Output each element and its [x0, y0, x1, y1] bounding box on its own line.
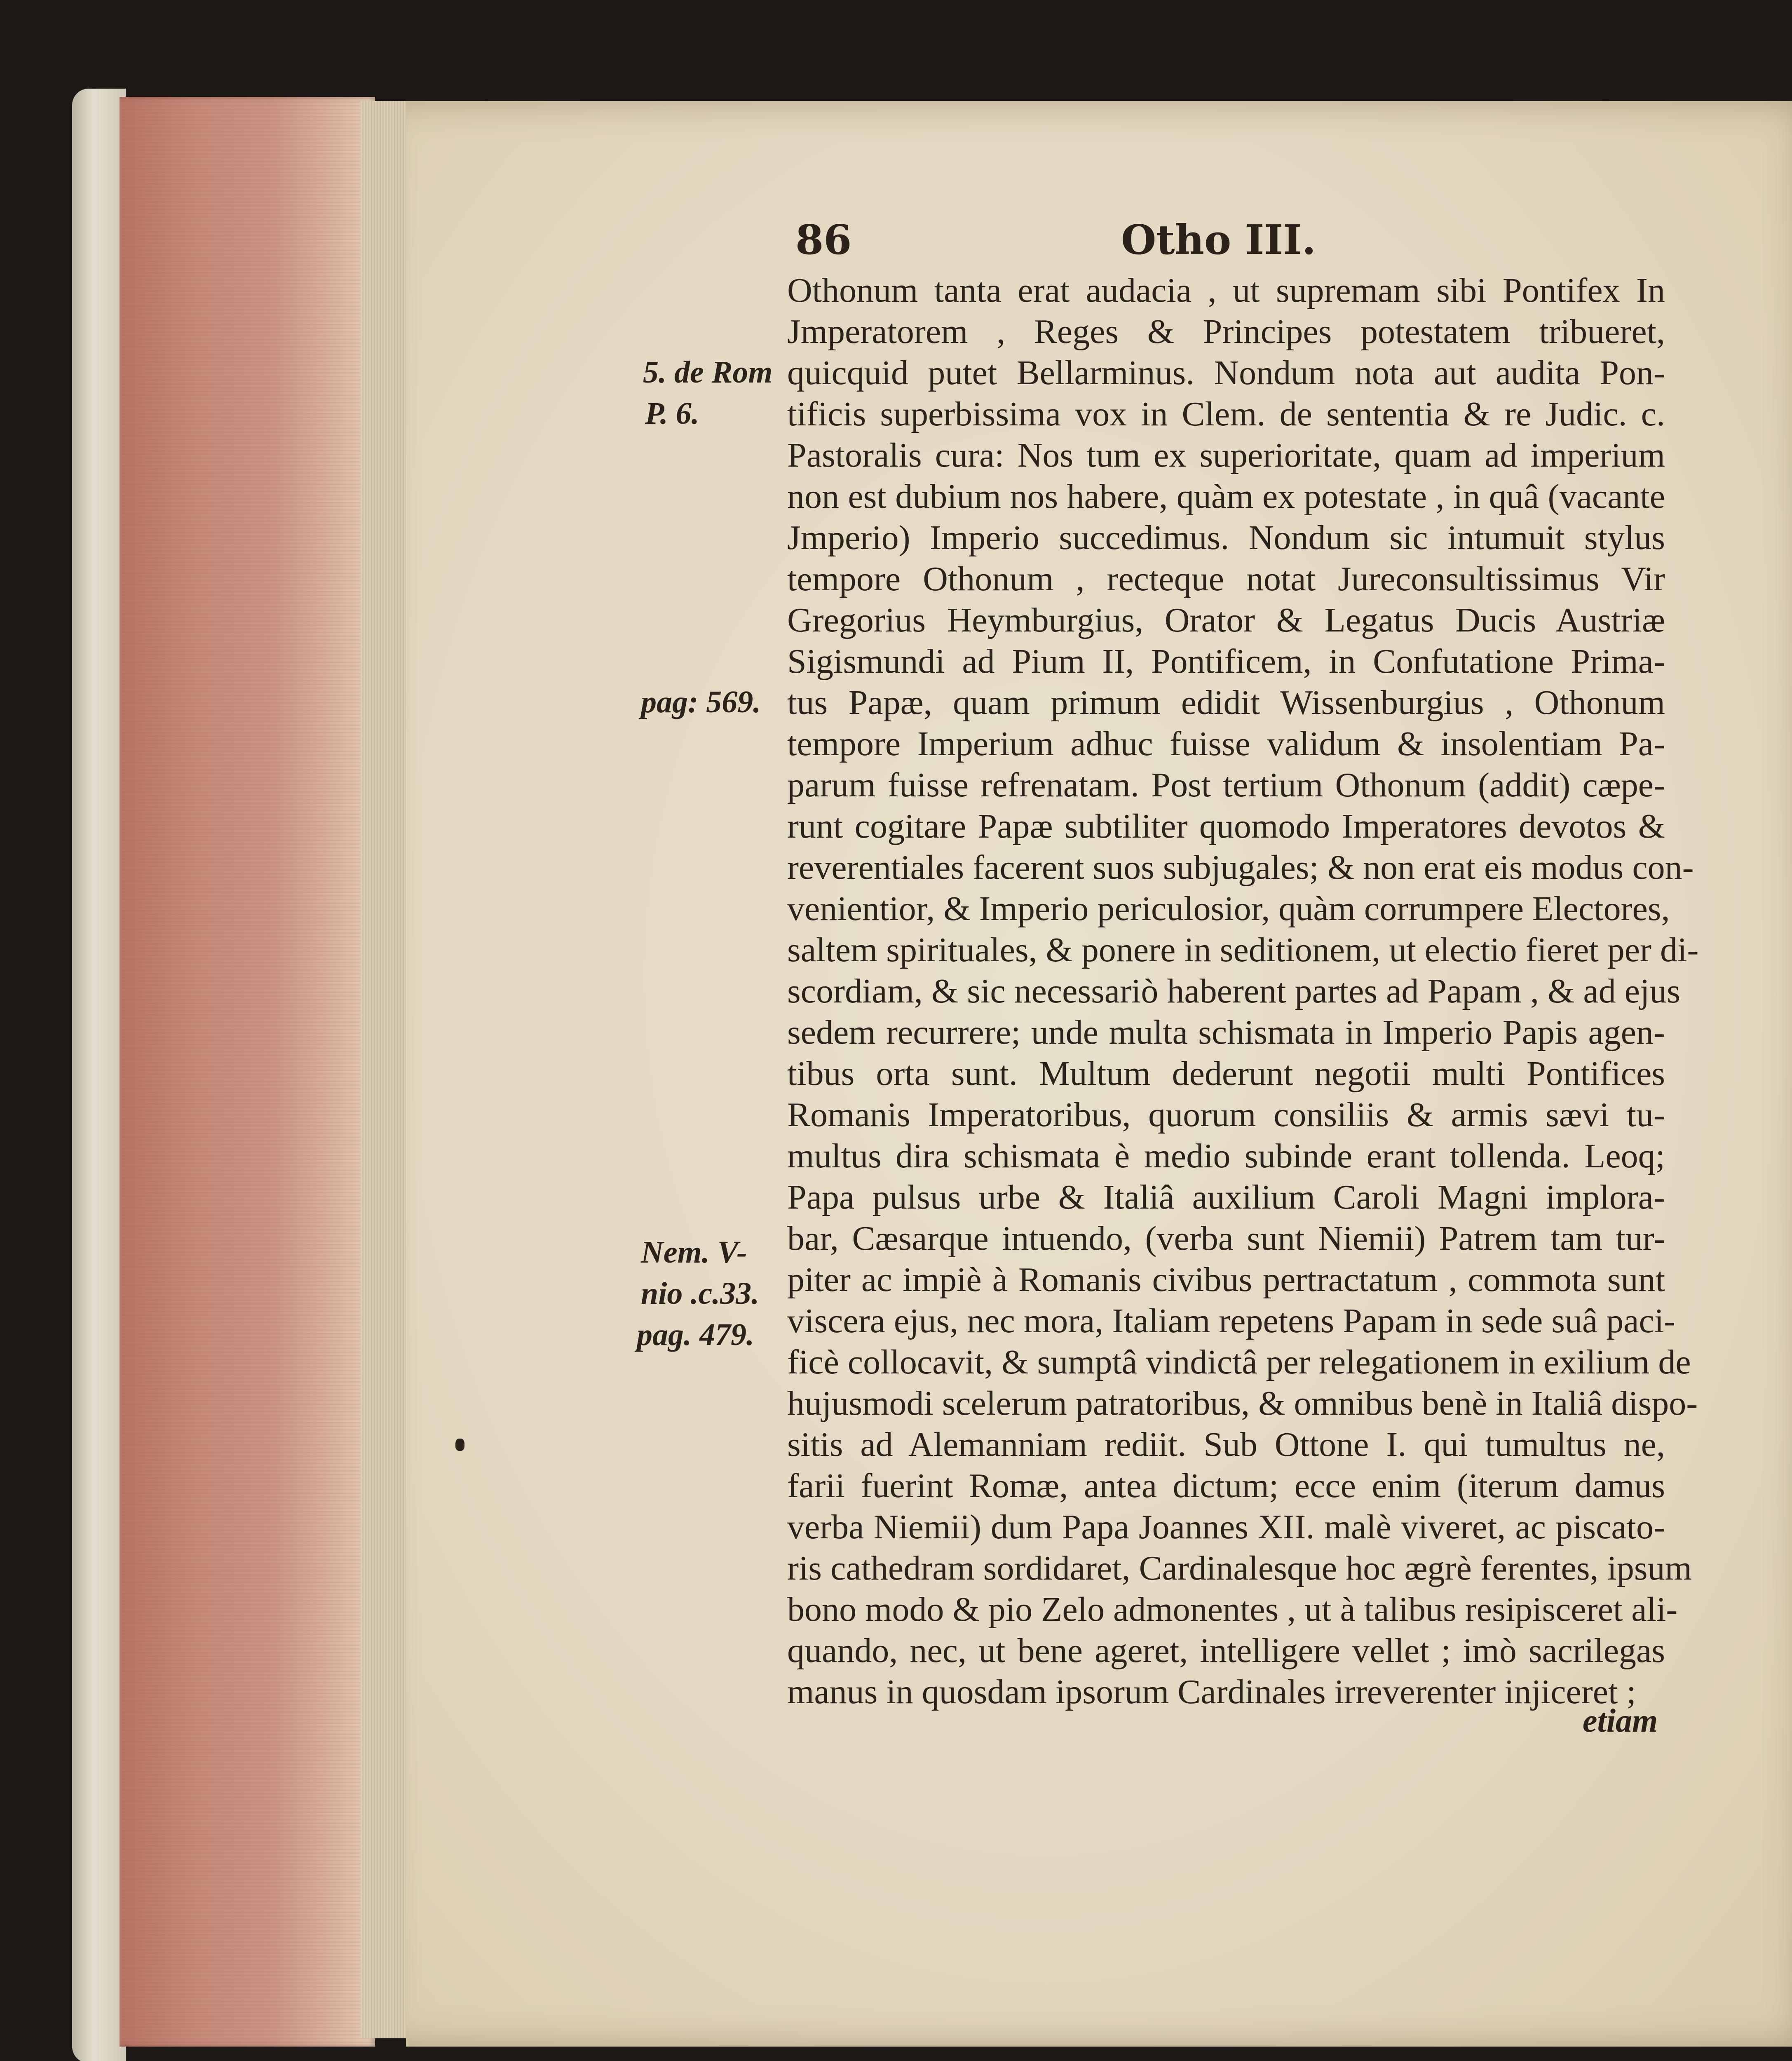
text-line: quicquid putet Bellarminus. Nondum nota aut audita Pon-	[787, 354, 1665, 392]
text-line: Papa pulsus urbe & Italiâ auxilium Caroli Magni implora-	[787, 1178, 1665, 1216]
margin-note: Nem. V-	[641, 1235, 747, 1270]
text-line: bono modo & pio Zelo admonentes , ut à talibus resipisceret ali-	[787, 1590, 1678, 1629]
text-line: venientior, & Imperio periculosior, quàm corrumpere Electores,	[787, 890, 1670, 928]
book-spine-edge	[72, 89, 126, 2061]
text-line: reverentiales facerent suos subjugales; & non erat eis modus con-	[787, 848, 1694, 887]
page-stack	[361, 101, 410, 2038]
text-line: tempore Imperium adhuc fuisse validum & insolentiam Pa-	[787, 725, 1665, 763]
text-line: tus Papæ, quam primum edidit Wissenburgius , Othonum	[787, 683, 1665, 722]
text-line: Gregorius Heymburgius, Orator & Legatus Ducis Austriæ	[787, 601, 1665, 639]
text-line: farii fuerint Romæ, antea dictum; ecce enim (iterum damus	[787, 1467, 1665, 1505]
text-line: sitis ad Alemanniam rediit. Sub Ottone I. qui tumultus ne,	[787, 1425, 1665, 1464]
text-line: Romanis Imperatoribus, quorum consiliis & armis sævi tu-	[787, 1096, 1665, 1134]
margin-note: 5. de Rom	[643, 355, 773, 390]
margin-note: pag. 479.	[637, 1317, 754, 1352]
text-line: sedem recurrere; unde multa schismata in Imperio Papis agen-	[787, 1013, 1665, 1052]
text-line: ris cathedram sordidaret, Cardinalesque hoc ægrè ferentes, ipsum	[787, 1549, 1692, 1587]
running-title: Otho III.	[1121, 216, 1316, 264]
text-line: non est dubium nos habere, quàm ex potestate , in quâ (vacante	[787, 477, 1665, 516]
text-line: saltem spirituales, & ponere in seditionem, ut electio fieret per di-	[787, 931, 1699, 969]
text-line: Jmperio) Imperio succedimus. Nondum sic intumuit stylus	[787, 519, 1665, 557]
text-line: Pastoralis cura: Nos tum ex superioritate, quam ad imperium	[787, 436, 1665, 474]
text-line: verba Niemii) dum Papa Joannes XII. malè viveret, ac piscato-	[787, 1508, 1665, 1546]
text-line: Sigismundi ad Pium II, Pontificem, in Confutatione Prima-	[787, 642, 1665, 681]
text-line: manus in quosdam ipsorum Cardinales irreverenter injiceret ;	[787, 1673, 1636, 1711]
red-page-edges	[120, 97, 375, 2047]
text-line: tempore Othonum , recteque notat Jureconsultissimus Vir	[787, 560, 1665, 598]
text-line: parum fuisse refrenatam. Post tertium Othonum (addit) cæpe-	[787, 766, 1665, 804]
text-line: tibus orta sunt. Multum dederunt negotii multi Pontifices	[787, 1054, 1665, 1093]
page-number: 86	[795, 216, 852, 264]
catchword: etiam	[1583, 1703, 1658, 1739]
text-line: bar, Cæsarque intuendo, (verba sunt Niemii) Patrem tam tur-	[787, 1219, 1665, 1258]
text-line: quando, nec, ut bene ageret, intelligere vellet ; imò sacrilegas	[787, 1631, 1665, 1670]
text-line: runt cogitare Papæ subtiliter quomodo Imperatores devotos &	[787, 807, 1665, 845]
text-line: viscera ejus, nec mora, Italiam repetens Papam in sede suâ paci-	[787, 1302, 1676, 1340]
text-line: hujusmodi scelerum patratoribus, & omnibus benè in Italiâ dispo-	[787, 1384, 1698, 1423]
text-line: Othonum tanta erat audacia , ut supremam sibi Pontifex In	[787, 271, 1665, 310]
text-line: multus dira schismata è medio subinde erant tollenda. Leoq;	[787, 1137, 1665, 1175]
margin-note: P. 6.	[645, 396, 699, 431]
text-line: Jmperatorem , Reges & Principes potestatem tribueret,	[787, 312, 1665, 351]
text-line: tificis superbissima vox in Clem. de sententia & re Judic. c.	[787, 395, 1665, 433]
margin-note: nio .c.33.	[641, 1276, 760, 1311]
text-line: scordiam, & sic necessariò haberent partes ad Papam , & ad ejus	[787, 972, 1680, 1010]
body-text	[787, 270, 1699, 1713]
text-line: piter ac impiè à Romanis civibus pertractatum , commota sunt	[787, 1261, 1665, 1299]
ink-spot	[455, 1439, 464, 1451]
text-line: ficè collocavit, & sumptâ vindictâ per relegationem in exilium de	[787, 1343, 1691, 1381]
margin-note: pag: 569.	[641, 685, 761, 719]
